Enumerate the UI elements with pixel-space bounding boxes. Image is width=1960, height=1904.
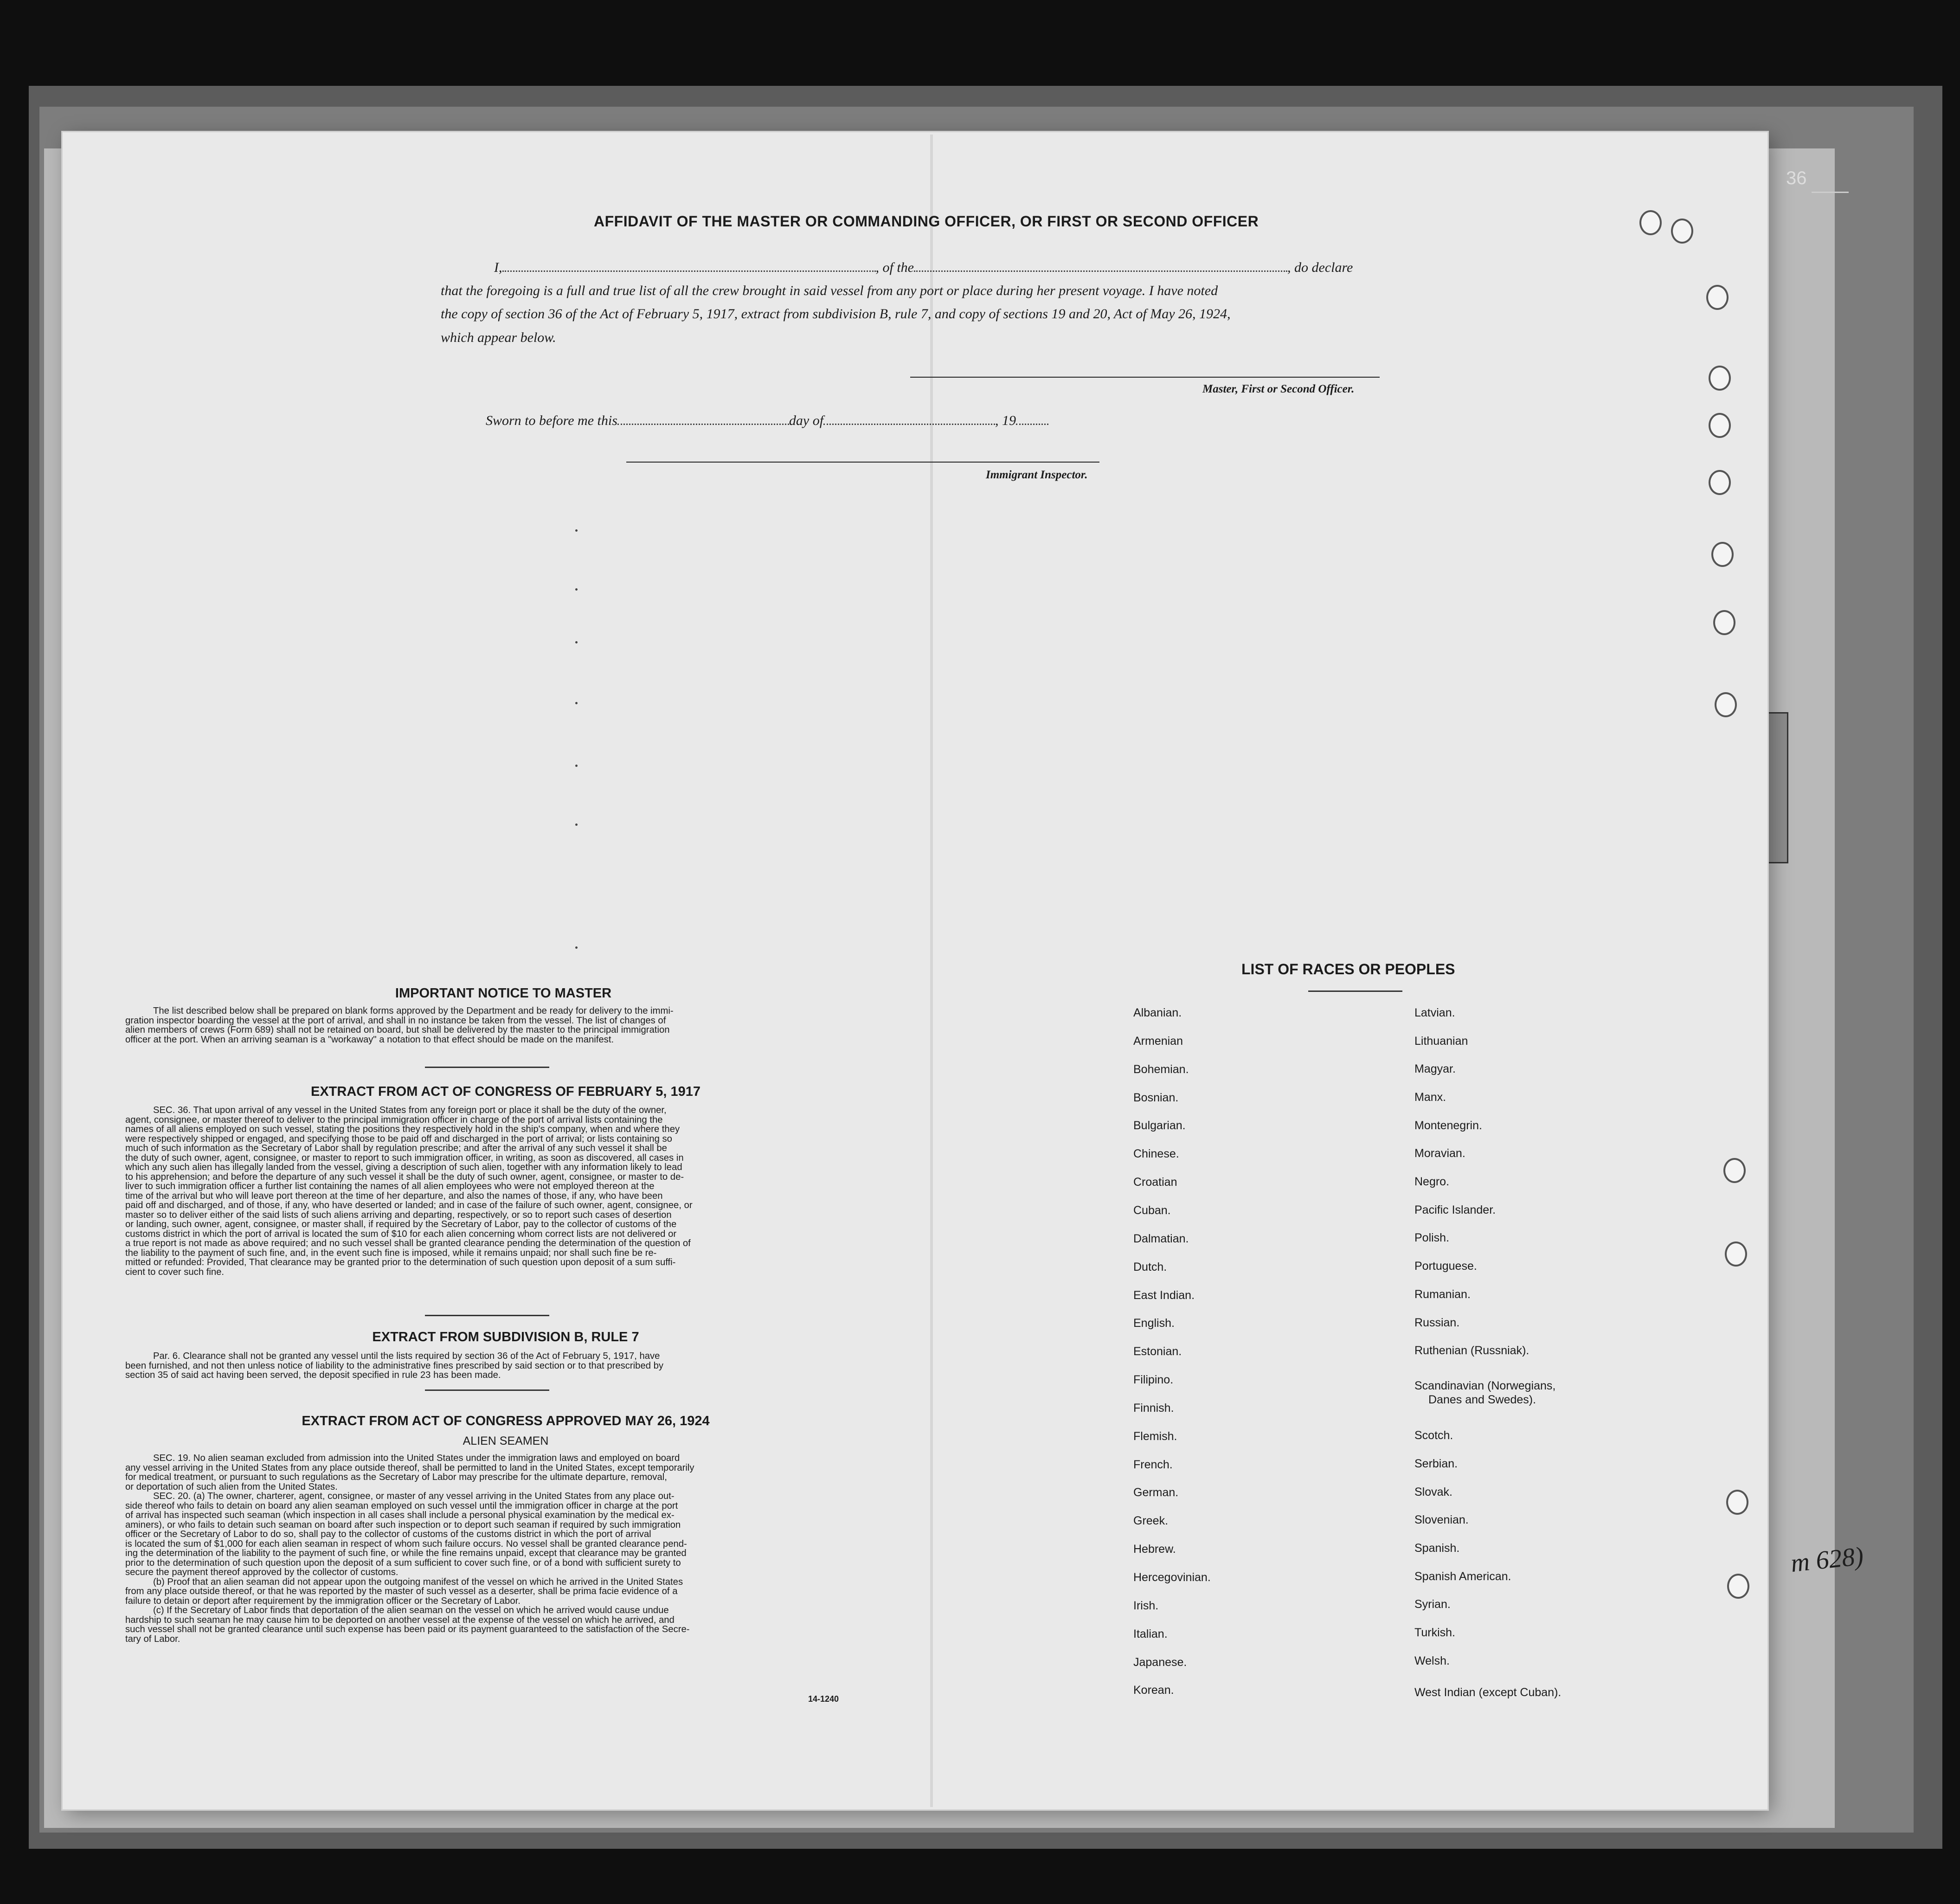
race-item: Polish. <box>1414 1231 1450 1244</box>
binder-hole <box>1715 692 1737 717</box>
race-item: Turkish. <box>1414 1626 1455 1639</box>
race-item: Hercegovinian. <box>1133 1571 1211 1584</box>
affidavit-line-3: the copy of section 36 of the Act of February 5, 1917, extract from subdivision B, rule 7, and copy of sections 19 and 20, Act of May 26, 1924, <box>441 306 1231 322</box>
affidavit-line-4: which appear below. <box>441 330 556 345</box>
notice-text <box>125 1006 849 1044</box>
extract-line: mitted or refunded: Provided, That clearance may be granted prior to the determination of such question upon deposit of a sum suffi- <box>125 1257 676 1267</box>
binder-hole <box>1709 366 1731 391</box>
section-divider <box>425 1389 549 1391</box>
race-item: Serbian. <box>1414 1457 1458 1470</box>
race-item: Croatian <box>1133 1176 1177 1189</box>
extract-line: for medical treatment, or pursuant to such regulations as the Secretary of Labor may prescribe for the ultimate departure, removal, <box>125 1472 667 1482</box>
races-title: LIST OF RACES OR PEOPLES <box>1241 961 1455 978</box>
race-item: German. <box>1133 1486 1179 1499</box>
race-item: East Indian. <box>1133 1289 1195 1302</box>
race-item: Hebrew. <box>1133 1543 1176 1556</box>
extract-line: section 35 of said act having been served, the deposit specified in rule 23 has been made. <box>125 1370 501 1380</box>
race-item: Danes and Swedes). <box>1428 1393 1536 1406</box>
extract-line: the liability to the payment of such fine, and, in the event such fine is imposed, while it remains unpaid; nor shall such fine be re- <box>125 1248 657 1258</box>
sworn-day-of-label: day of <box>789 413 824 428</box>
race-item: Scandinavian (Norwegians, <box>1414 1379 1556 1392</box>
race-item: Manx. <box>1414 1091 1446 1104</box>
extract-line: SEC. 20. (a) The owner, charterer, agent, consignee, or master of any vessel arriving in the United States from any place out- <box>153 1491 675 1501</box>
master-signature-line[interactable] <box>910 377 1380 378</box>
affidavit-i-label: I, <box>494 260 502 275</box>
extract-line: failure to detain or deport after requirement by the immigration officer or the Secretary of Labor. <box>125 1595 521 1606</box>
section-divider <box>425 1067 549 1068</box>
race-item: Bulgarian. <box>1133 1119 1186 1132</box>
extract-line: been furnished, and not then unless notice of liability to the administrative fines prescribed by said section or to that prescribed by <box>125 1360 664 1371</box>
sworn-month-field[interactable] <box>823 421 995 425</box>
races-title-rule <box>1308 991 1402 992</box>
race-item: Cuban. <box>1133 1204 1171 1217</box>
extract-1924-title: EXTRACT FROM ACT OF CONGRESS APPROVED MAY 26, 1924 <box>302 1414 710 1428</box>
race-item: Dalmatian. <box>1133 1232 1189 1245</box>
extract-line: any vessel arriving in the United States from any place outside thereof, shall be permitted to land in the United States, except temporarily <box>125 1462 694 1473</box>
notice-line: alien members of crews (Form 689) shall not be retained on board, but shall be delivered by the master to the principal immigration <box>125 1025 670 1035</box>
binder-hole <box>1725 1241 1747 1267</box>
binder-hole <box>1709 413 1731 438</box>
dot-mark <box>575 946 578 949</box>
affidavit-line-2: that the foregoing is a full and true list of all the crew brought in said vessel from any port or place during her present voyage. I have noted <box>441 283 1218 298</box>
extract-line: (c) If the Secretary of Labor finds that deportation of the alien seaman on the vessel on which he arrived would cause undue <box>153 1605 669 1615</box>
extract-line: from any place outside thereof, or that he was reported by the master of such vessel as a deserter, shall be prima facie evidence of a <box>125 1586 678 1596</box>
race-item: Pacific Islander. <box>1414 1203 1496 1216</box>
notice-line: The list described below shall be prepared on blank forms approved by the Department and be ready for delivery to the immi- <box>153 1006 674 1016</box>
dot-mark <box>575 765 578 767</box>
extract-line: Par. 6. Clearance shall not be granted any vessel until the lists required by section 36 of the Act of February 5, 1917, have <box>153 1351 660 1361</box>
extract-1917-title: EXTRACT FROM ACT OF CONGRESS OF FEBRUARY 5, 1917 <box>310 1084 701 1099</box>
race-item: Russian. <box>1414 1316 1460 1329</box>
binder-hole <box>1713 610 1735 635</box>
race-item: Negro. <box>1414 1175 1450 1188</box>
binder-hole <box>1671 219 1693 244</box>
extract-rule7-text <box>125 1351 849 1380</box>
race-item: Japanese. <box>1133 1656 1187 1669</box>
affidavit-do-declare-label: , do declare <box>1287 260 1353 275</box>
page-number: 36 <box>1786 168 1807 188</box>
extract-line: aminers), or who fails to detain such seaman on board after such inspection or to deport such seaman if required by such immigration <box>125 1519 681 1530</box>
notice-line: gration inspector boarding the vessel at the port of arrival, and shall in no instance be taken from the vessel. The list of changes of <box>125 1015 666 1026</box>
sworn-prefix: Sworn to before me this <box>486 413 617 428</box>
extract-line: SEC. 19. No alien seaman excluded from admission into the United States under the immigration laws and employed on board <box>153 1453 680 1463</box>
race-item: Korean. <box>1133 1684 1174 1697</box>
sworn-line <box>486 413 1048 429</box>
race-item: Dutch. <box>1133 1261 1167 1274</box>
binder-hole <box>1726 1490 1748 1515</box>
extract-line: time of the arrival but who will leave port thereon at the time of her departure, and also the names of those, if any, who have been <box>125 1190 663 1201</box>
race-item: French. <box>1133 1458 1173 1471</box>
race-item: Welsh. <box>1414 1654 1450 1667</box>
binder-hole <box>1639 210 1662 235</box>
race-item: Moravian. <box>1414 1147 1465 1160</box>
binder-hole <box>1709 470 1731 495</box>
affidavit-line-1 <box>494 260 1353 276</box>
extract-line: of arrival has inspected such seaman (which inspection in all cases shall include a personal physical examination by the medical ex- <box>125 1510 675 1520</box>
extract-line: prior to the determination of such question upon the deposit of a sum sufficient to cover such fine, or of a bond with sufficient surety to <box>125 1557 681 1568</box>
extract-line: to his apprehension; and before the departure of any such vessel it shall be the duty of such owner, agent, consignee, or master to de- <box>125 1171 684 1182</box>
race-item: Finnish. <box>1133 1402 1174 1415</box>
extract-line: ing the determination of the liability to the payment of such fine, or while the fine remains unpaid, except that clearance may be granted <box>125 1548 687 1558</box>
master-name-field[interactable] <box>502 268 876 272</box>
page-number-underline <box>1812 192 1849 193</box>
extract-line: is located the sum of $1,000 for each alien seaman in respect of whom such failure occurs. No vessel shall be granted clearance pend- <box>125 1538 687 1549</box>
extract-line: SEC. 36. That upon arrival of any vessel in the United States from any foreign port or place it shall be the duty of the owner, <box>153 1105 667 1115</box>
race-item: Portuguese. <box>1414 1260 1477 1273</box>
race-item: Armenian <box>1133 1035 1183 1048</box>
extract-rule7-title: EXTRACT FROM SUBDIVISION B, RULE 7 <box>372 1330 639 1344</box>
race-item: Magyar. <box>1414 1062 1456 1075</box>
center-fold <box>930 135 933 1807</box>
extract-line: much of such information as the Secretary of Labor shall by regulation prescribe; and after the arrival of any such vessel it shall be <box>125 1143 667 1153</box>
extract-line: the duty of such owner, agent, consignee, or master to report to such immigration officer, in writing, as soon as discovered, all cases in <box>125 1152 684 1163</box>
extract-line: or deportation of such alien from the United States. <box>125 1481 338 1492</box>
sworn-year-field[interactable] <box>1016 421 1048 425</box>
race-item: Syrian. <box>1414 1598 1451 1611</box>
dot-mark <box>575 823 578 826</box>
race-item: Bosnian. <box>1133 1091 1179 1104</box>
extract-line: (b) Proof that an alien seaman did not appear upon the outgoing manifest of the vessel on which he arrived in the United States <box>153 1576 683 1587</box>
race-item: Montenegrin. <box>1414 1119 1482 1132</box>
extract-line: paid off and discharged, and of those, if any, who have deserted or landed; and in case of the failure of such owner, agent, consignee, or <box>125 1200 693 1210</box>
sworn-day-field[interactable] <box>617 421 789 425</box>
extract-line: customs district in which the port of arrival is located the sum of $10 for each alien concerning whom correct lists are not delivered or <box>125 1229 677 1239</box>
race-item: Rumanian. <box>1414 1288 1471 1301</box>
binder-hole <box>1723 1158 1746 1183</box>
extract-line: master so to deliver either of the said lists of such aliens arriving and departing, respectively, or so to report such cases of desertion <box>125 1209 672 1220</box>
race-item: Scotch. <box>1414 1429 1453 1442</box>
race-item: Filipino. <box>1133 1373 1174 1386</box>
race-item: West Indian (except Cuban). <box>1414 1686 1562 1699</box>
extract-1917-text <box>125 1106 849 1277</box>
extract-line: which any such alien has illegally landed from the vessel, giving a description of such alien, together with any information likely to lead <box>125 1162 682 1172</box>
extract-line: agent, consignee, or master thereof to deliver to the principal immigration officer in charge of the port of arrival lists containing the <box>125 1114 663 1125</box>
race-item: Slovenian. <box>1414 1513 1469 1526</box>
extract-line: tary of Labor. <box>125 1634 180 1644</box>
race-item: Latvian. <box>1414 1006 1455 1019</box>
extract-line: hardship to such seaman he may cause him to be deported on another vessel at the expense of the vessel on which he arrived, and <box>125 1615 675 1625</box>
extract-line: were respectively shipped or engaged, and specifying those to be paid off and discharged in the port of arrival; or lists containing so <box>125 1133 672 1144</box>
affidavit-title: AFFIDAVIT OF THE MASTER OR COMMANDING OFFICER, OR FIRST OR SECOND OFFICER <box>594 213 1259 230</box>
dot-mark <box>575 588 578 591</box>
extract-line: liver to such immigration officer a further list containing the names of all alien employees who were not employed thereon at the <box>125 1181 655 1191</box>
extract-line: officer or the Secretary of Labor to do so, shall pay to the collector of customs of the customs district in which the port of arrival <box>125 1529 651 1539</box>
inspector-signature-line[interactable] <box>626 462 1099 463</box>
race-item: Ruthenian (Russniak). <box>1414 1344 1529 1357</box>
race-item: Spanish. <box>1414 1542 1460 1555</box>
sworn-year-label: , 19 <box>995 413 1016 428</box>
extract-line: a true report is not made as above required; and no such vessel shall be granted clearance pending the determination of the question of <box>125 1238 691 1248</box>
race-item: Italian. <box>1133 1627 1168 1640</box>
race-item: Bohemian. <box>1133 1063 1189 1076</box>
inspector-signature-caption: Immigrant Inspector. <box>986 469 1088 481</box>
race-item: Irish. <box>1133 1599 1159 1612</box>
extract-line: side thereof who fails to detain on board any alien seaman employed on such vessel until the immigration officer in charge at the port <box>125 1500 678 1511</box>
race-item: Slovak. <box>1414 1486 1452 1499</box>
vessel-name-field[interactable] <box>914 268 1287 272</box>
dot-mark <box>575 641 578 643</box>
race-item: Chinese. <box>1133 1147 1179 1160</box>
race-item: Lithuanian <box>1414 1035 1468 1048</box>
extract-1924-subtitle: ALIEN SEAMEN <box>463 1434 549 1447</box>
race-item: Flemish. <box>1133 1430 1177 1443</box>
master-signature-caption: Master, First or Second Officer. <box>1202 383 1355 395</box>
binder-hole <box>1711 542 1734 567</box>
extract-line: such vessel shall not be granted clearance until such expense has been paid or its payment guaranteed to the satisfaction of the Secre- <box>125 1624 690 1634</box>
extract-line: secure the payment thereof approved by the collector of customs. <box>125 1567 398 1577</box>
affidavit-of-the-label: , of the <box>875 260 914 275</box>
notice-title: IMPORTANT NOTICE TO MASTER <box>395 986 612 1001</box>
binder-hole <box>1727 1574 1749 1599</box>
section-divider <box>425 1315 549 1316</box>
extract-line: or landing, such owner, agent, consignee, or master shall, if required by the Secretary of Labor, pay to the collector of customs of the <box>125 1219 677 1229</box>
race-item: English. <box>1133 1317 1175 1330</box>
dot-mark <box>575 702 578 704</box>
race-item: Spanish American. <box>1414 1570 1511 1583</box>
extract-line: cient to cover such fine. <box>125 1267 225 1277</box>
notice-line: officer at the port. When an arriving seaman is a "workaway" a notation to that effect should be made on the manifest. <box>125 1034 614 1045</box>
race-item: Estonian. <box>1133 1345 1182 1358</box>
extract-line: names of all aliens employed on such vessel, stating the positions they respectively hold in the ship's company, when and where they <box>125 1124 680 1134</box>
form-number: 14-1240 <box>808 1694 839 1704</box>
margin-handwriting: m 628) <box>1789 1541 1865 1578</box>
dot-mark <box>575 529 578 532</box>
race-item: Greek. <box>1133 1514 1169 1527</box>
race-item: Albanian. <box>1133 1006 1182 1019</box>
extract-1924-text <box>125 1454 849 1644</box>
binder-hole <box>1706 285 1729 310</box>
